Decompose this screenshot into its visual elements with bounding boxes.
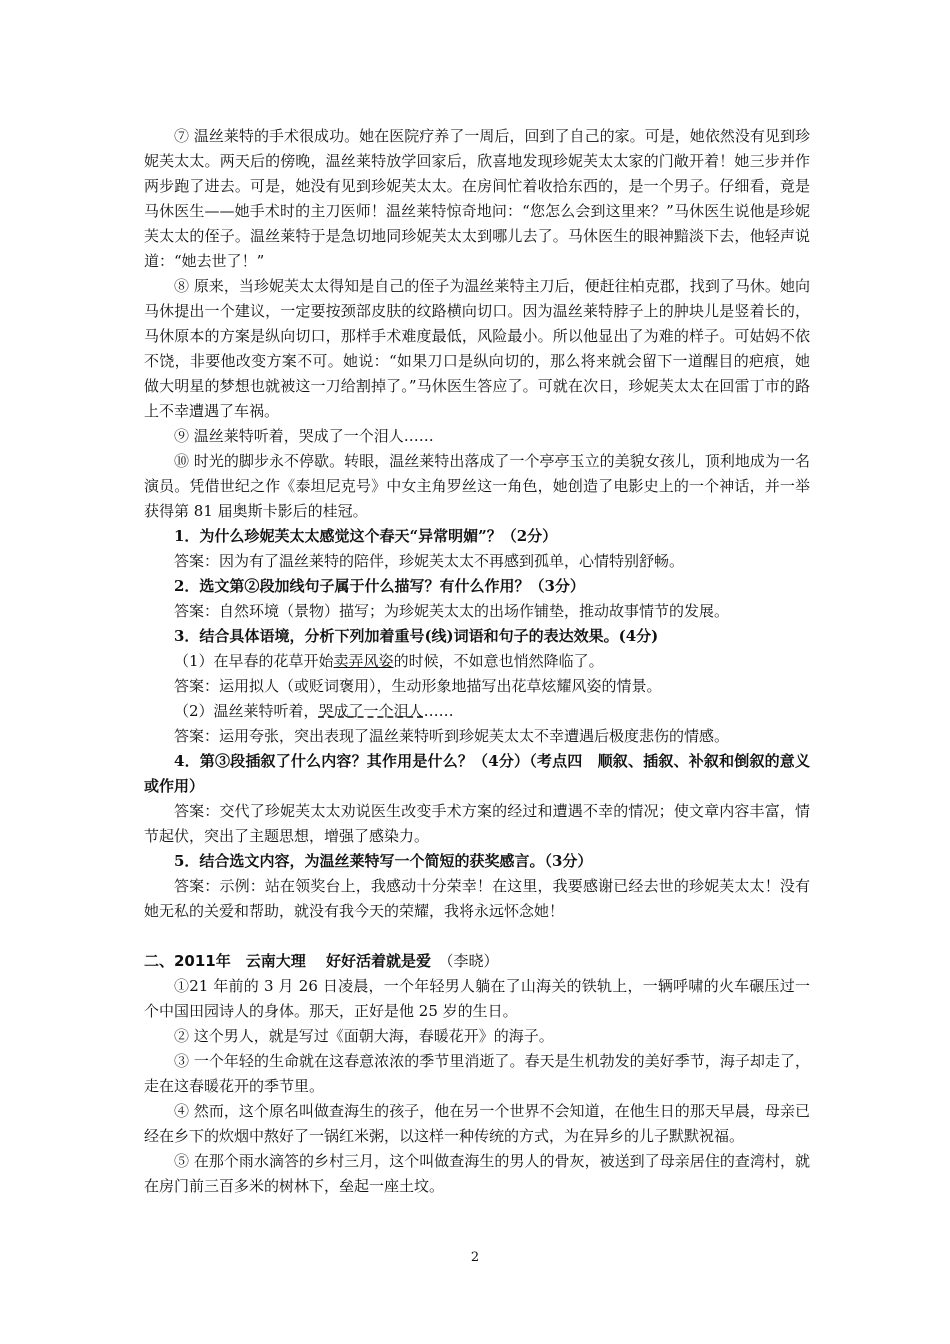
question-5: 5．结合选文内容，为温丝莱特写一个简短的获奖感言。（3分）: [174, 852, 593, 870]
q3-1-pre: （1）在早春的花草开始: [174, 652, 334, 670]
paragraph-8: ⑧ 原来，当珍妮芙太太得知是自己的侄子为温丝莱特主刀后，便赶往柏克郡，找到了马休。她向马休提出一个建议，一定要按颈部皮肤的纹路横向切口。因为温丝莱特脖子上的肿块儿是竖着长的，马休原本的方案是纵向切口，那样手术难度最低，风险最小。所以他显出了为难的样子。可姑妈不依不饶，非要他改变方案不可。她说：“如果刀口是纵向切的，那么将来就会留下一道醒目的疤痕，她做大明星的梦想也就被这一刀给割掉了。”马休医生答应了。可就在次日，珍妮芙太太在回雷丁市的路上不幸遭遇了车祸。: [144, 277, 810, 420]
question-3-item-1: [144, 649, 810, 674]
answer-1: 答案：因为有了温丝莱特的陪伴，珍妮芙太太不再感到孤单，心情特别舒畅。: [174, 552, 685, 570]
section-heading: [144, 949, 810, 974]
s2-paragraph-3: ③ 一个年轻的生命就在这春意浓浓的季节里消逝了。春天是生机勃发的美好季节，海子却走了，走在这春暖花开的季节里。: [144, 1052, 810, 1095]
answer-4: 答案：交代了珍妮芙太太劝说医生改变手术方案的经过和遭遇不幸的情况；使文章内容丰富，情节起伏，突出了主题思想，增强了感染力。: [144, 802, 810, 845]
question-2: 2．选文第②段加线句子属于什么描写？有什么作用？（3分）: [174, 577, 585, 595]
answer-3-2: 答案：运用夸张，突出表现了温丝莱特听到珍妮芙太太不幸遭遇后极度悲伤的情感。: [174, 727, 730, 745]
q3-1-marked-phrase: 卖弄风姿: [333, 652, 394, 670]
q3-1-post: 的时候，不如意也悄然降临了。: [393, 652, 604, 670]
question-4: 4．第③段插叙了什么内容？其作用是什么？（4分）（考点四 顺叙、插叙、补叙和倒叙的意义或作用）: [144, 752, 810, 795]
s2-paragraph-4: ④ 然而，这个原名叫做查海生的孩子，他在另一个世界不会知道，在他生日的那天早晨，母亲已经在乡下的炊烟中熬好了一锅红米粥，以这样一种传统的方式，为在异乡的儿子默默祝福。: [144, 1102, 810, 1145]
answer-3-1: 答案：运用拟人（或贬词褒用），生动形象地描写出花草炫耀风姿的情景。: [174, 677, 662, 695]
answer-5: 答案：示例：站在领奖台上，我感动十分荣幸！在这里，我要感谢已经去世的珍妮芙太太！没有她无私的关爱和帮助，就没有我今天的荣耀，我将永远怀念她！: [144, 877, 810, 920]
q3-2-pre: （2）温丝莱特听着，: [174, 702, 319, 720]
paragraph-10: ⑩ 时光的脚步永不停歇。转眼，温丝莱特出落成了一个亭亭玉立的美貌女孩儿，顶利地成为一名演员。凭借世纪之作《泰坦尼克号》中女主角罗丝这一角色，她创造了电影史上的一个神话，并一举获得第 81 届奥斯卡影后的桂冠。: [144, 452, 810, 520]
paragraph-9: ⑨ 温丝莱特听着，哭成了一个泪人……: [174, 427, 434, 445]
answer-2: 答案：自然环境（景物）描写；为珍妮芙太太的出场作铺垫，推动故事情节的发展。: [174, 602, 730, 620]
question-1: 1．为什么珍妮芙太太感觉这个春天“异常明媚”？（2分）: [174, 527, 558, 545]
section-title: 二、2011年 云南大理 好好活着就是爱: [144, 952, 431, 970]
s2-paragraph-1: ①21 年前的 3 月 26 日凌晨，一个年轻男人躺在了山海关的铁轨上，一辆呼啸的火车碾压过一个中国田园诗人的身体。那天，正好是他 25 岁的生日。: [144, 977, 810, 1020]
question-3-item-2: [144, 699, 810, 724]
q3-2-post: ……: [423, 702, 454, 720]
question-3: 3．结合具体语境，分析下列加着重号(线)词语和句子的表达效果。(4分): [174, 627, 659, 645]
s2-paragraph-2: ② 这个男人，就是写过《面朝大海，春暖花开》的海子。: [174, 1027, 554, 1045]
section-author: （李晓）: [430, 952, 499, 970]
paragraph-7: ⑦ 温丝莱特的手术很成功。她在医院疗养了一周后，回到了自己的家。可是，她依然没有见到珍妮芙太太。两天后的傍晚，温丝莱特放学回家后，欣喜地发现珍妮芙太太家的门敞开着！她三步并作两步跑了进去。可是，她没有见到珍妮芙太太。在房间忙着收拾东西的，是一个男子。仔细看，竟是马休医生——她手术时的主刀医师！温丝莱特惊奇地问：“您怎么会到这里来？”马休医生说他是珍妮芙太太的侄子。温丝莱特于是急切地同珍妮芙太太到哪儿去了。马休医生的眼神黯淡下去，他轻声说道：“她去世了！”: [144, 127, 810, 270]
document-body: [144, 124, 810, 1199]
q3-2-marked-phrase: 哭成了一个泪人: [318, 702, 424, 720]
page-number: 2: [470, 1250, 480, 1265]
s2-paragraph-5: ⑤ 在那个雨水滴答的乡村三月，这个叫做查海生的男人的骨灰，被送到了母亲居住的查湾村，就在房门前三百多米的树林下，垒起一座土坟。: [144, 1152, 810, 1195]
